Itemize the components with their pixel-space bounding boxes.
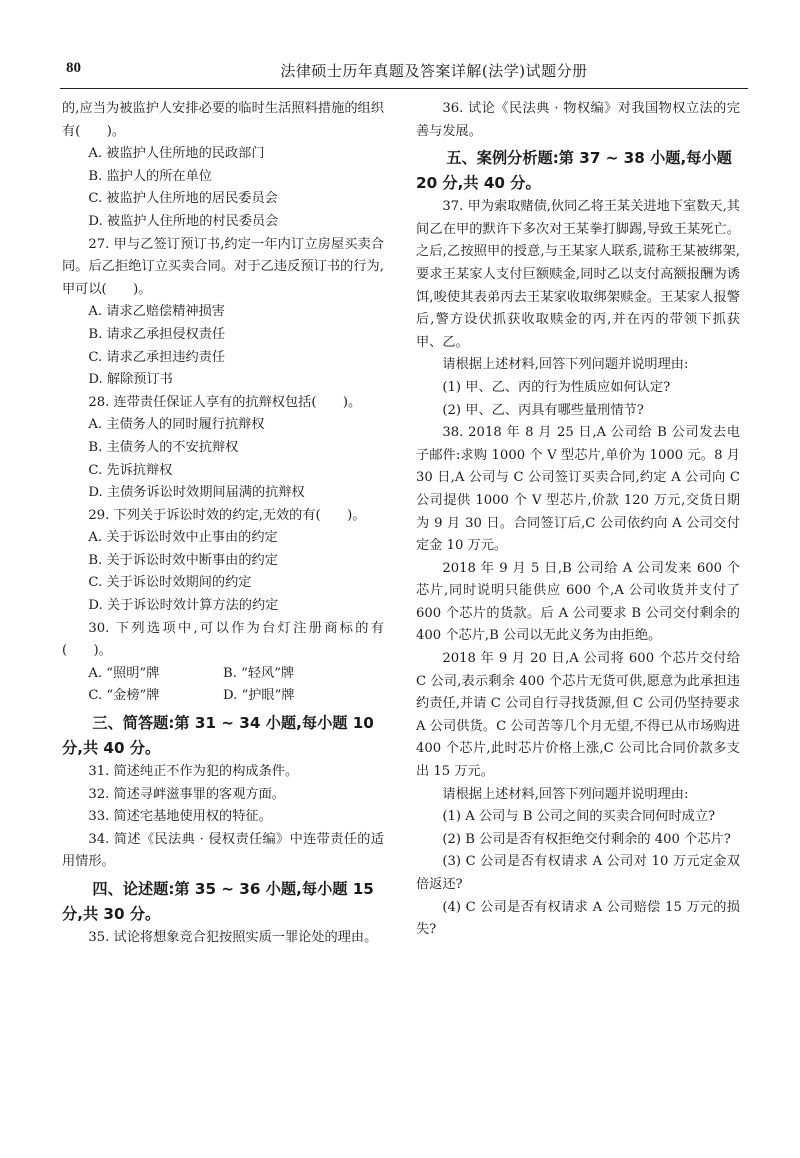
question-paragraph: 请根据上述材料,回答下列问题并说明理由:: [442, 786, 689, 802]
option-item: A. 请求乙赔偿精神损害: [88, 304, 225, 320]
section-heading: 三、简答题:第 31 ~ 34 小题,每小题 10 分,共 40 分。: [62, 714, 374, 757]
left-column: [62, 98, 384, 950]
option-item: A. 被监护人住所地的民政部门: [88, 146, 265, 162]
option-pair: [62, 663, 384, 686]
option-item: A. 关于诉讼时效中止事由的约定: [88, 530, 278, 546]
option-item: D. 主债务诉讼时效期间届满的抗辩权: [88, 485, 305, 501]
option-item: C. 先诉抗辩权: [88, 462, 173, 478]
question-paragraph: 34. 简述《民法典 · 侵权责任编》中连带责任的适用情形。: [62, 831, 384, 870]
option-item: D. “护眼”牌: [223, 688, 295, 704]
question-paragraph: (2) B 公司是否有权拒绝交付剩余的 400 个芯片?: [442, 831, 731, 847]
question-paragraph: 33. 简述宅基地使用权的特征。: [88, 809, 272, 825]
option-item: B. 监护人的所在单位: [88, 168, 212, 184]
page-header: [60, 54, 748, 89]
question-paragraph: 29. 下列关于诉讼时效的约定,无效的有( )。: [88, 507, 366, 523]
option-item: D. 关于诉讼时效计算方法的约定: [88, 598, 279, 614]
question-paragraph: 2018 年 9 月 20 日,A 公司将 600 个芯片交付给 C 公司,表示剩余 400 个芯片无货可供,愿意为此承担违约责任,并请 C 公司自行寻找货源,但 C 公司仍坚持要求 A 公司供货。C 公司苦等几个月无望,不得已从市场购进 400 个芯片,此时芯片价格上涨,C 公司比合同价款多支出 15 万元。: [416, 651, 740, 780]
right-column: [416, 98, 740, 942]
section-heading: 四、论述题:第 35 ~ 36 小题,每小题 15 分,共 30 分。: [62, 880, 374, 923]
text-paragraph: 的,应当为被监护人安排必要的临时生活照料措施的组织有( )。: [62, 101, 384, 139]
question-paragraph: 2018 年 9 月 5 日,B 公司给 A 公司发来 600 个芯片,同时说明只能供应 600 个,A 公司收货并支付了 600 个芯片的货款。后 A 公司要求 B 公司交付剩余的 400 个芯片,B 公司以无此义务为由拒绝。: [416, 560, 740, 644]
running-title: 法律硕士历年真题及答案详解(法学)试题分册: [280, 62, 588, 80]
section-heading: 五、案例分析题:第 37 ~ 38 小题,每小题 20 分,共 40 分。: [416, 149, 732, 192]
question-paragraph: 37. 甲为索取赌债,伙同乙将王某关进地下室数天,其间乙在甲的默许下多次对王某拳打脚踢,导致王某死亡。之后,乙按照甲的授意,与王某家人联系,谎称王某被绑架,要求王某家人支付巨额赎金,同时乙以支付高额报酬为诱饵,唆使其表弟丙去王某家收取绑架赎金。王某家人报警后,警方设伏抓获收取赎金的丙,并在丙的带领下抓获甲、乙。: [416, 199, 740, 350]
question-paragraph: 30. 下列选项中,可以作为台灯注册商标的有( )。: [62, 620, 384, 659]
question-paragraph: 35. 试论将想象竞合犯按照实质一罪论处的理由。: [88, 930, 378, 945]
question-paragraph: (1) 甲、乙、丙的行为性质应如何认定?: [442, 379, 671, 395]
option-item: B. 请求乙承担侵权责任: [88, 326, 226, 342]
option-item: B. 主债务人的不安抗辩权: [88, 439, 239, 455]
question-paragraph: 38. 2018 年 8 月 25 日,A 公司给 B 公司发去电子邮件:求购 1000 个 V 型芯片,单价为 1000 元。8 月 30 日,A 公司与 C 公司签订买卖合同,约定 A 公司向 C 公司提供 1000 个 V 型芯片,价款 120 万元,交货日期为 9 月 30 日。合同签订后,C 公司依约向 A 公司交付定金 10 万元。: [416, 425, 740, 554]
option-item: D. 被监护人住所地的村民委员会: [88, 213, 279, 229]
question-paragraph: 27. 甲与乙签订预订书,约定一年内订立房屋买卖合同。后乙拒绝订立买卖合同。对于乙违反预订书的行为,甲可以( )。: [62, 236, 384, 297]
question-paragraph: (1) A 公司与 B 公司之间的买卖合同何时成立?: [442, 809, 716, 825]
option-item: B. 关于诉讼时效中断事由的约定: [88, 552, 278, 568]
option-item: C. “金榜”牌: [88, 688, 160, 704]
option-item: A. “照明”牌: [88, 665, 160, 681]
question-paragraph: (4) C 公司是否有权请求 A 公司赔偿 15 万元的损失?: [416, 899, 740, 938]
question-paragraph: 36. 试论《民法典 · 物权编》对我国物权立法的完善与发展。: [416, 101, 740, 139]
option-item: A. 主债务人的同时履行抗辩权: [88, 417, 265, 433]
question-paragraph: 请根据上述材料,回答下列问题并说明理由:: [442, 357, 689, 373]
question-paragraph: 32. 简述寻衅滋事罪的客观方面。: [88, 786, 285, 802]
option-pair: [62, 685, 384, 708]
question-paragraph: (3) C 公司是否有权请求 A 公司对 10 万元定金双倍返还?: [416, 854, 740, 892]
question-paragraph: 28. 连带责任保证人享有的抗辩权包括( )。: [88, 394, 362, 410]
option-item: B. “轻风”牌: [223, 665, 295, 681]
page-number: 80: [66, 60, 81, 76]
option-item: C. 被监护人住所地的居民委员会: [88, 191, 278, 207]
option-item: C. 请求乙承担违约责任: [88, 349, 226, 365]
option-item: D. 解除预订书: [88, 372, 173, 388]
option-item: C. 关于诉讼时效期间的约定: [88, 575, 252, 591]
question-paragraph: (2) 甲、乙、丙具有哪些量刑情节?: [442, 402, 644, 418]
question-paragraph: 31. 简述纯正不作为犯的构成条件。: [88, 764, 299, 780]
